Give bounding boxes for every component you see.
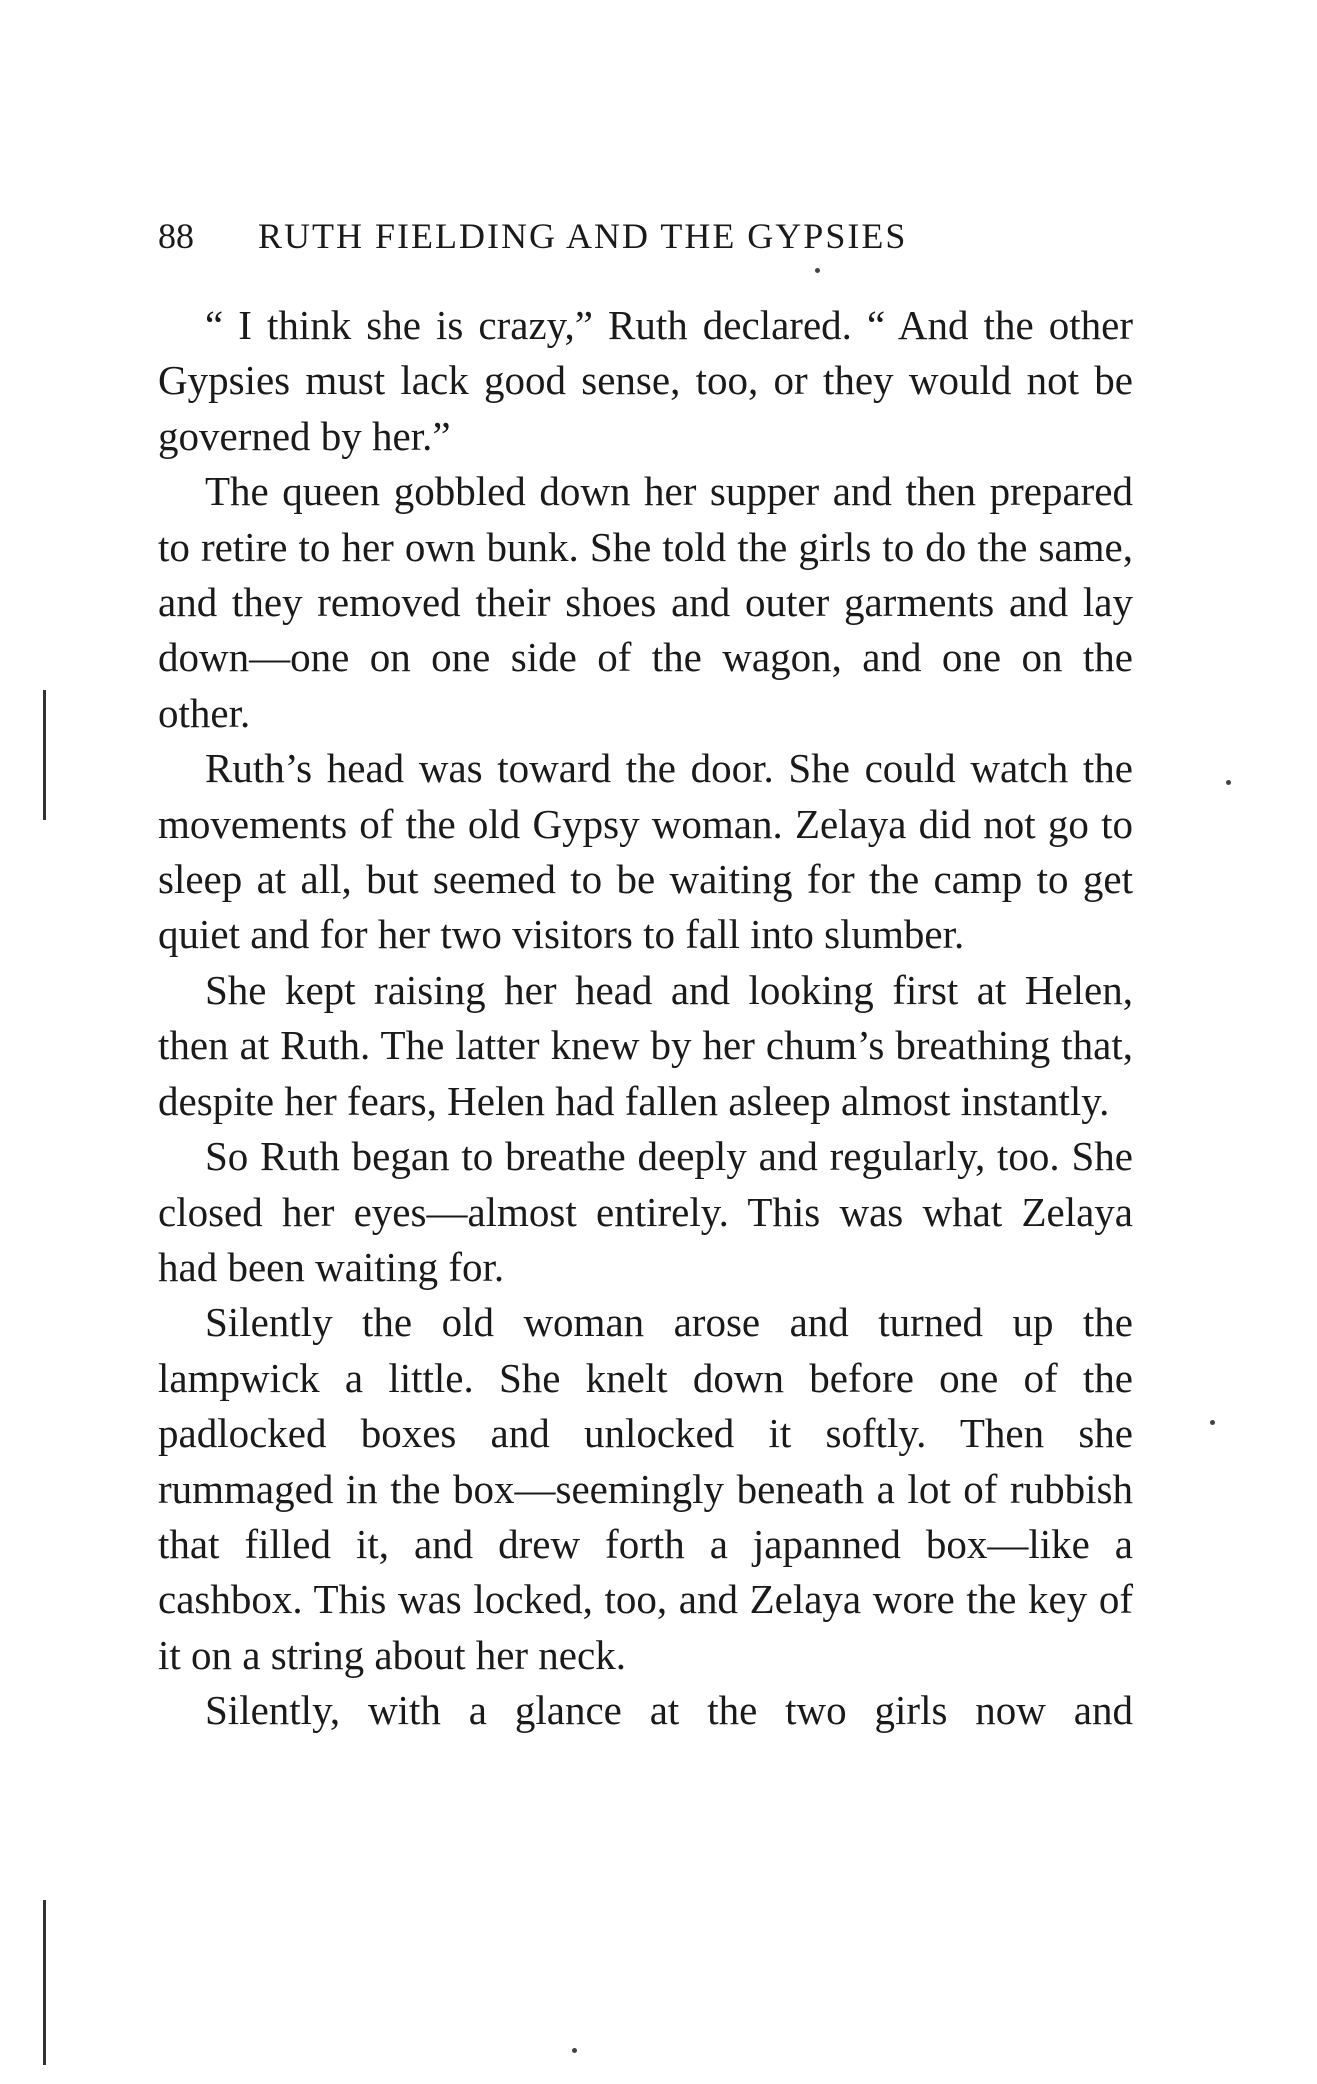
scan-margin-mark-upper bbox=[43, 690, 46, 820]
paragraph-5: So Ruth began to breathe deeply and regularly, too. She closed her eyes—almost entirely. This was what Zelaya had been waiting for. bbox=[158, 1133, 1133, 1290]
scan-speck bbox=[572, 2048, 577, 2053]
paragraph-3: Ruth’s head was toward the door. She could watch the movements of the old Gypsy woman. Zelaya did not go to sleep at all, but seemed to be waiting for the camp to get quiet and for her two visitors to fall into slumber. bbox=[158, 745, 1133, 958]
scan-speck bbox=[1210, 1420, 1215, 1425]
paragraph-4: She kept raising her head and looking first at Helen, then at Ruth. The latter knew by her chum’s breathing that, despite her fears, Helen had fallen asleep almost instantly. bbox=[158, 966, 1133, 1124]
paragraph-2: The queen gobbled down her supper and then prepared to retire to her own bunk. She told the girls to do the same, and they removed their shoes and outer garments and lay down—one on one side of the wagon, and one on the other. bbox=[158, 468, 1133, 736]
paragraph-6: Silently the old woman arose and turned up the lampwick a little. She knelt down before one of the padlocked boxes and unlocked it softly. Then she rummaged in the box—seemingly beneath a lot of rubbish that filled it, and drew forth a japanned box—like a cashbox. This was locked, too, and Zelaya wore the key of it on a string about her neck. bbox=[158, 1299, 1133, 1678]
book-title: RUTH FIELDING AND THE GYPSIES bbox=[258, 216, 908, 256]
scan-speck bbox=[815, 268, 820, 273]
body-text bbox=[158, 298, 1133, 1739]
scan-margin-mark-lower bbox=[43, 1900, 46, 2065]
scan-speck bbox=[1226, 780, 1231, 785]
running-head bbox=[158, 215, 1138, 265]
paragraph-7: Silently, with a glance at the two girls now and bbox=[205, 1687, 1133, 1734]
page-number: 88 bbox=[158, 216, 194, 256]
paragraph-1: “ I think she is crazy,” Ruth declared. “ And the other Gypsies must lack good sense, too, or they would not be governed by her.” bbox=[158, 302, 1133, 459]
